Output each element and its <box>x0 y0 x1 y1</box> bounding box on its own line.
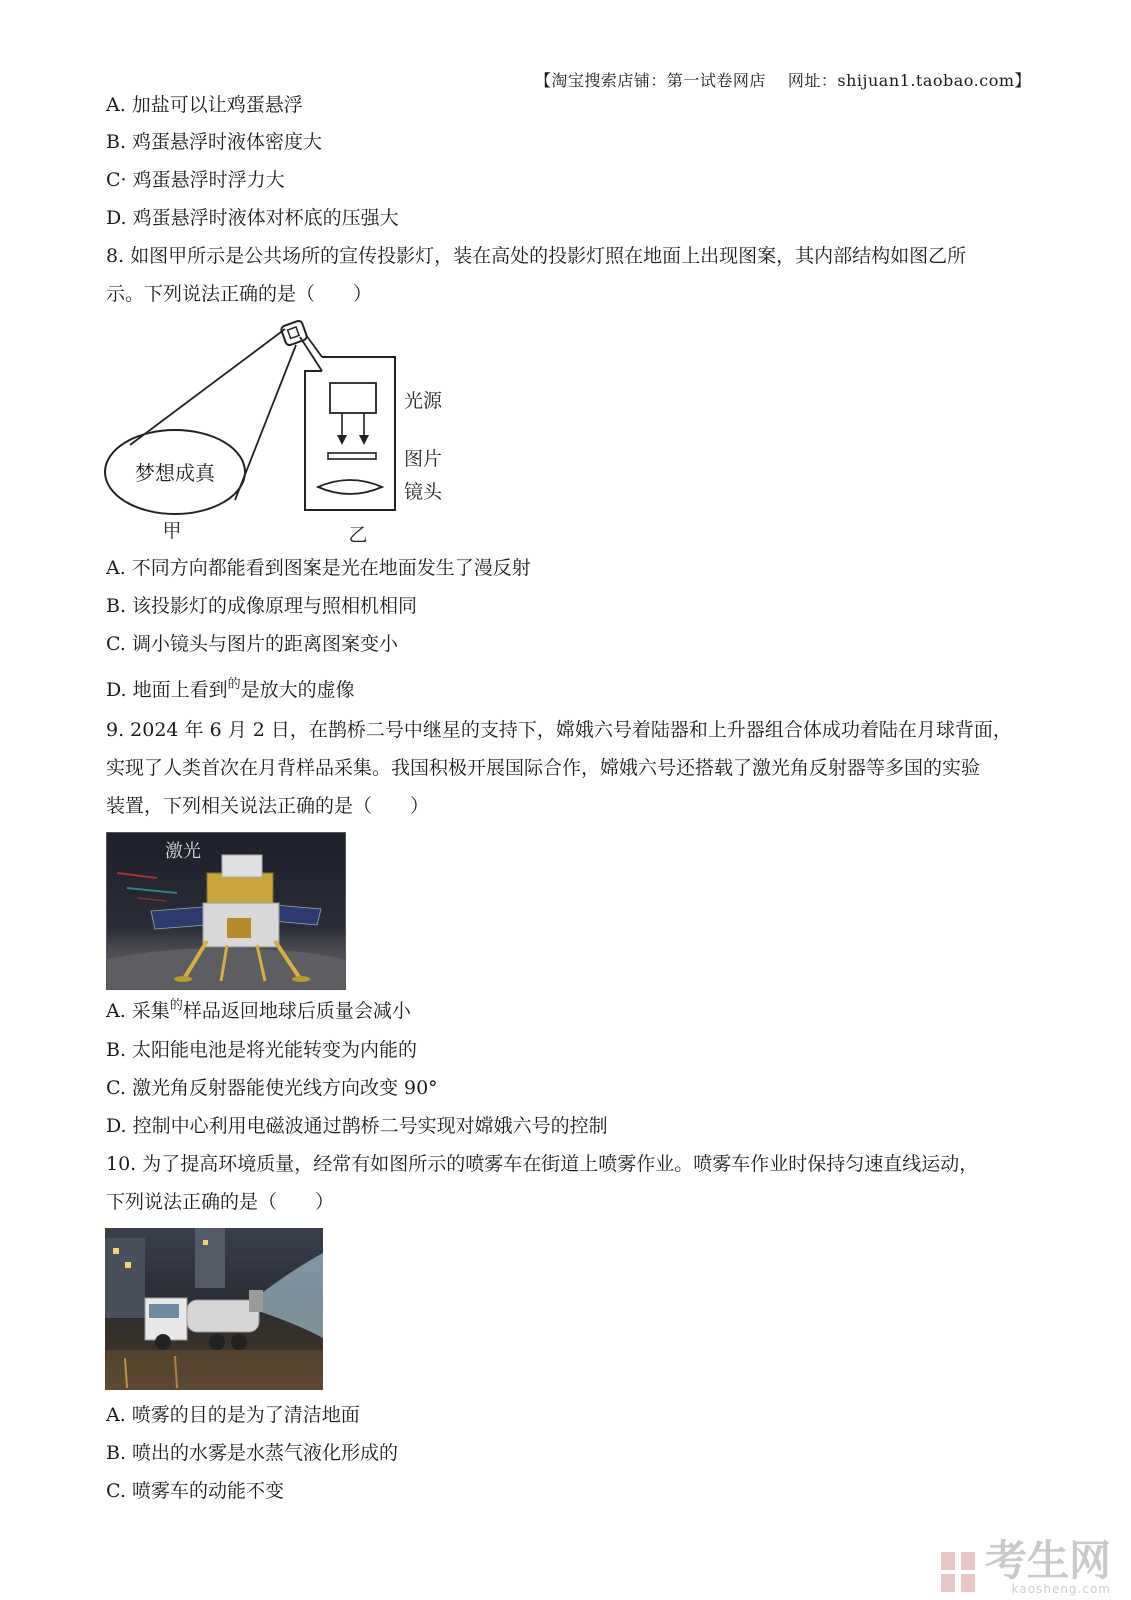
q9-option-c: C. 激光角反射器能使光线方向改变 90° <box>106 1077 438 1099</box>
lens-shape <box>318 480 382 494</box>
watermark-logo-icon <box>939 1550 979 1596</box>
spray-truck-photo <box>105 1228 323 1390</box>
q8-option-d-part1: D. 地面上看到 <box>106 679 228 701</box>
q10-stem-line1: 10. 为了提高环境质量，经常有如图所示的喷雾车在街道上喷雾作业。喷雾车作业时保持匀速直线运动， <box>106 1153 979 1175</box>
photo-label-laser: 激光 <box>165 841 201 862</box>
label-picture: 图片 <box>404 448 443 470</box>
lander-photo <box>106 832 346 990</box>
label-lens: 镜头 <box>404 481 443 503</box>
label-jia: 甲 <box>162 520 182 542</box>
site-watermark <box>939 1536 1111 1596</box>
q10-stem-line2: 下列说法正确的是（ ） <box>106 1191 335 1213</box>
q7-option-d: D. 鸡蛋悬浮时液体对杯底的压强大 <box>106 207 399 229</box>
q8-option-c: C. 调小镜头与图片的距离图案变小 <box>106 633 398 655</box>
q7-option-b: B. 鸡蛋悬浮时液体密度大 <box>106 131 323 153</box>
q9-option-a-part1: A. 采集 <box>106 1000 170 1022</box>
q9-option-b: B. 太阳能电池是将光能转变为内能的 <box>106 1039 418 1061</box>
q9-stem-line1: 9. 2024 年 6 月 2 日，在鹊桥二号中继星的支持下，嫦娥六号着陆器和上升器组合体成功着陆在月球背面， <box>106 719 1012 741</box>
q8-option-d-part2: 是放大的虚像 <box>240 679 355 701</box>
q8-option-d-sup: 的 <box>227 677 241 692</box>
ellipse-text: 梦想成真 <box>135 461 215 485</box>
q10-option-a: A. 喷雾的目的是为了清洁地面 <box>106 1404 360 1426</box>
q9-option-a <box>106 998 411 1022</box>
watermark-name: 考生网 <box>984 1536 1111 1585</box>
label-yi: 乙 <box>348 524 368 545</box>
store-header: 【淘宝搜索店铺：第一试卷网店 网址：shijuan1.taobao.com】 <box>534 71 1031 90</box>
q9-option-d: D. 控制中心利用电磁波通过鹊桥二号实现对嫦娥六号的控制 <box>106 1115 608 1137</box>
q9-stem-line2: 实现了人类首次在月背样品采集。我国积极开展国际合作，嫦娥六号还搭载了激光角反射器等多国的实验 <box>106 757 981 779</box>
q8-option-a: A. 不同方向都能看到图案是光在地面发生了漫反射 <box>106 557 531 579</box>
q9-option-a-sup: 的 <box>169 998 183 1013</box>
label-light-source: 光源 <box>404 390 443 412</box>
projector-diagram <box>100 315 460 545</box>
q7-option-c: C· 鸡蛋悬浮时浮力大 <box>106 169 285 191</box>
q7-option-a: A. 加盐可以让鸡蛋悬浮 <box>106 94 303 116</box>
light-source-box <box>330 383 376 413</box>
q8-option-b: B. 该投影灯的成像原理与照相机相同 <box>106 595 418 617</box>
q10-option-b: B. 喷出的水雾是水蒸气液化形成的 <box>106 1442 399 1464</box>
q9-stem-line3: 装置，下列相关说法正确的是（ ） <box>106 795 430 817</box>
q8-stem-line1: 8. 如图甲所示是公共场所的宣传投影灯，装在高处的投影灯照在地面上出现图案，其内部结构如图乙所 <box>106 245 967 267</box>
q9-option-a-part2: 样品返回地球后质量会减小 <box>182 1000 411 1022</box>
watermark-domain: kaosheng.com <box>1011 1582 1111 1596</box>
picture-slide <box>328 453 376 459</box>
q8-option-d <box>106 677 355 701</box>
q10-option-c: C. 喷雾车的动能不变 <box>106 1480 284 1502</box>
q8-stem-line2: 示。下列说法正确的是（ ） <box>106 283 373 305</box>
